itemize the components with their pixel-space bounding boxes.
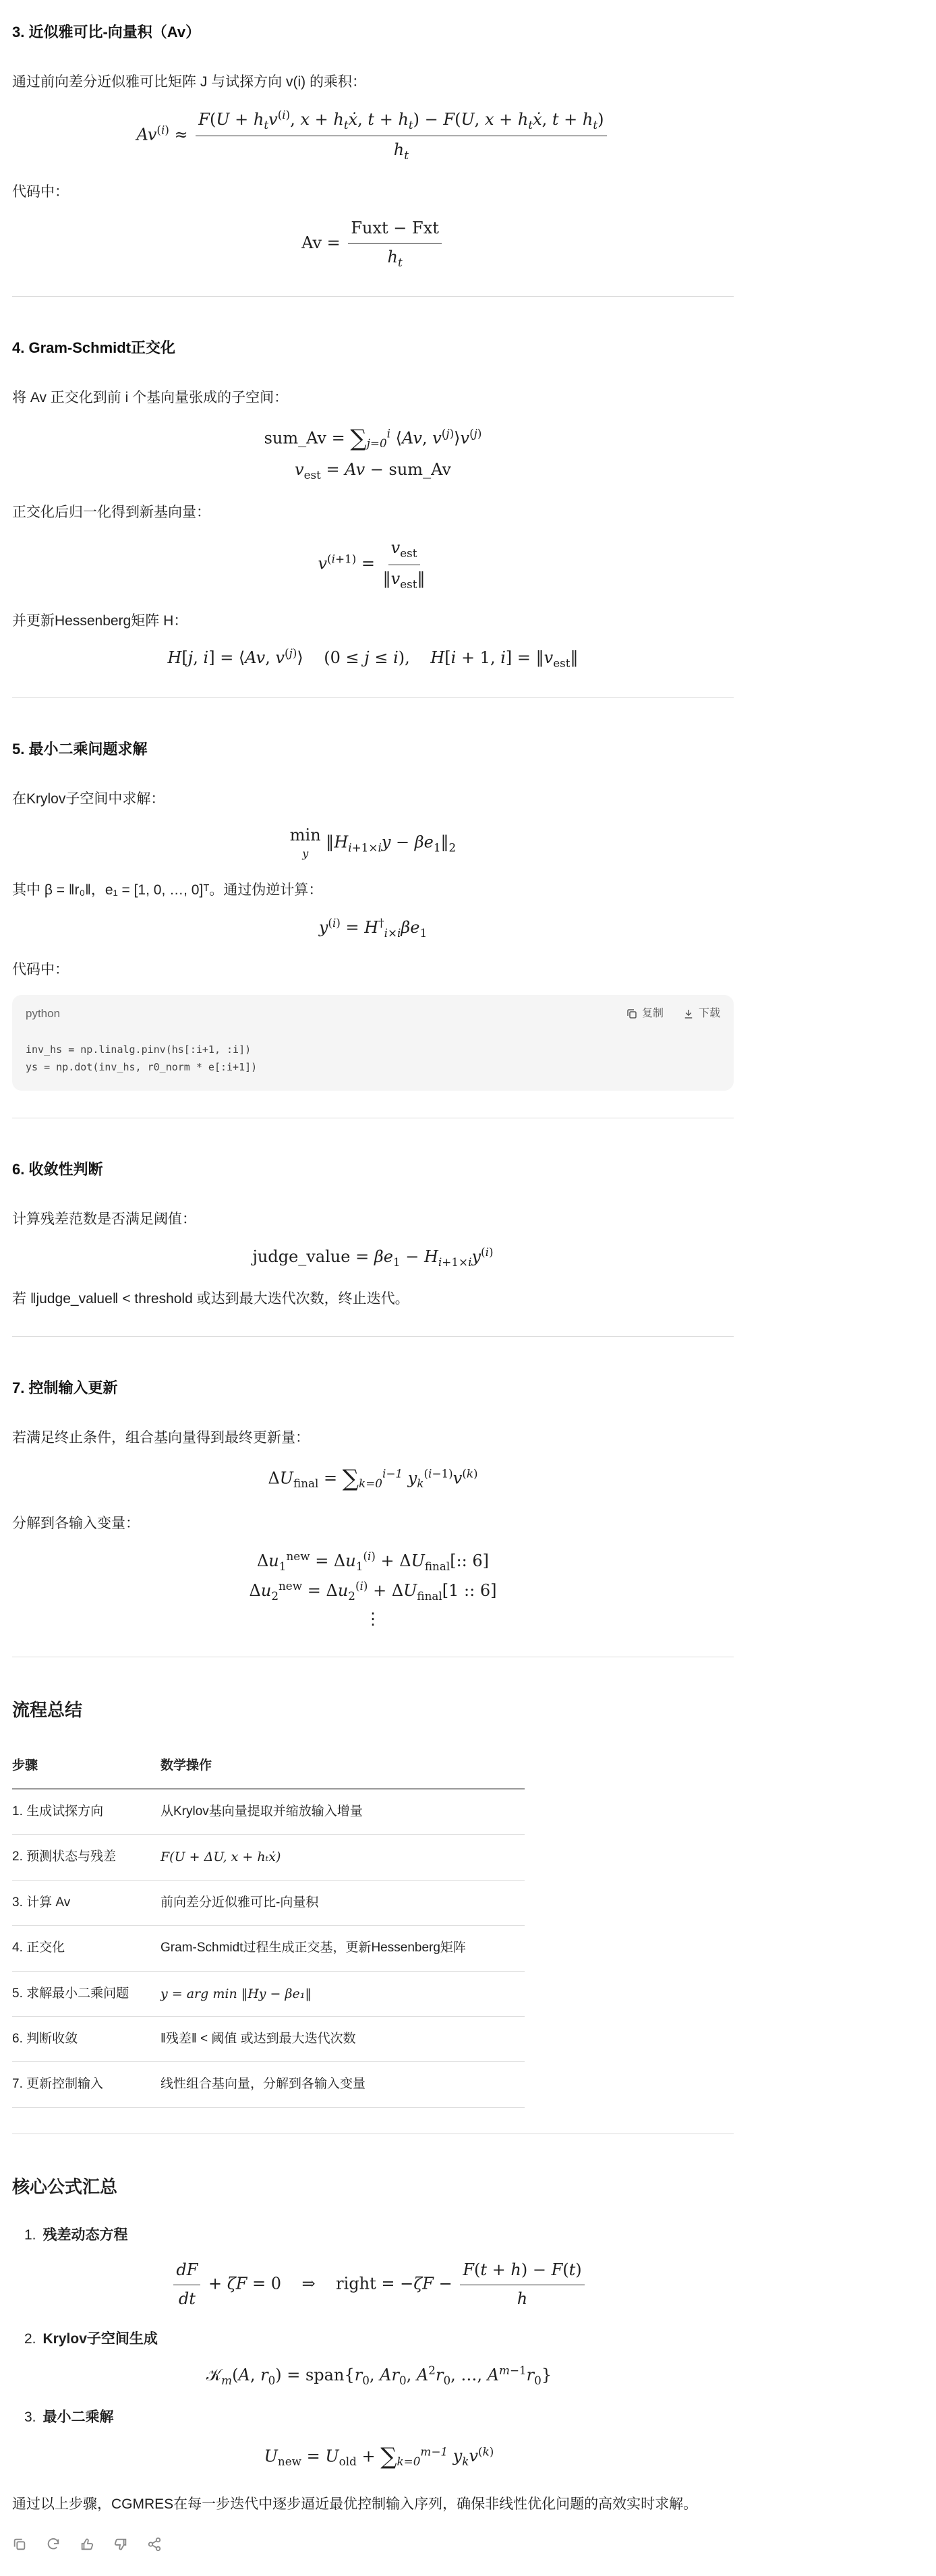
section-6-intro: 计算残差范数是否满足阈值：	[12, 1211, 196, 1228]
share-icon	[147, 2537, 162, 2552]
table-cell: 5. 求解最小二乘问题	[12, 1971, 160, 2016]
thumbs-up-button[interactable]	[80, 2536, 94, 2559]
table-cell: 前向差分近似雅可比-向量积	[160, 1880, 525, 1925]
list-item	[24, 2224, 734, 2310]
summary-title: 流程总结	[12, 1700, 83, 1721]
input-split-formula: $\Delta u_1^{new} = \Delta u_1^{(i)} + \Delta U_{final}$[:: 6] $\Delta u_2^{new} = \Delta u_2^{(i)} + \Delta U_{final}[1$ :: 6] ⋮	[249, 1549, 497, 1629]
list-number: 3.	[24, 2409, 36, 2426]
table-row	[12, 1971, 525, 2016]
table-cell: Gram-Schmidt过程生成正交基，更新Hessenberg矩阵	[160, 1926, 525, 1971]
divider	[12, 1336, 734, 1337]
table-cell: 2. 预测状态与残差	[12, 1835, 160, 1880]
thumbs-down-icon	[113, 2537, 128, 2552]
section-4-normalize-note: 正交化后归一化得到新基向量：	[12, 504, 210, 520]
copy-icon	[12, 2537, 27, 2552]
krylov-subspace-formula: 𝒦$_m$(A, $r_0$) = $span\{r_0$, $Ar_0$, $A^2r_0$, …, $A^{m-1}r_0$}	[206, 2363, 552, 2387]
table-cell: 6. 判断收敛	[12, 2016, 160, 2061]
download-code-button[interactable]	[682, 1005, 720, 1023]
table-cell: ‖残差‖ < 阈值 或达到最大迭代次数	[160, 2016, 525, 2061]
residual-dynamics-formula: $\frac{dF}{dt}$ + ζF = 0 ⇒ right = −ζF − $\frac{F(t + h) - F(t)}{h}$	[24, 2259, 734, 2310]
regenerate-button[interactable]	[46, 2536, 61, 2559]
section-6-stop: 若 ‖judge_value‖ < threshold 或达到最大迭代次数，终止迭代。	[12, 1291, 409, 1307]
list-label: 残差动态方程	[42, 2227, 128, 2243]
list-item	[24, 2406, 734, 2473]
list-item	[24, 2328, 734, 2388]
section-3-title: 3. 近似雅可比-向量积（Av）	[12, 24, 201, 40]
copy-message-button[interactable]	[12, 2536, 27, 2559]
share-button[interactable]	[147, 2536, 162, 2559]
hessenberg-formula: H[j, i] = ⟨Av, $v^{(j)}⟩$ (0 ≤ j ≤ i), H[i + 1, $i] = ‖v_{est}‖$	[167, 646, 579, 670]
list-label: 最小二乘解	[42, 2409, 114, 2426]
code-block-header	[12, 995, 734, 1032]
av-approx-formula: $Av^{(i)}$ ≈ $\frac{F(U + h_tv^{(i)}, x + h_tẋ, t + h_t) - F(U, x + h_tẋ, t + h_t)}{h_t}$	[12, 107, 734, 164]
section-4-hessenberg-note: 并更新Hessenberg矩阵 H：	[12, 612, 188, 629]
pseudo-inverse-formula: $y^{(i)} = H^\dagger_{i\times i}\beta e_1$	[318, 916, 428, 940]
normalize-formula: $v^{(i+1)}$ = $\frac{v_{est}}{‖v_{est}‖}$	[318, 538, 426, 591]
table-row	[12, 1926, 525, 1971]
code-text[interactable]: inv_hs = np.linalg.pinv(hs[:i+1, :i]) ys = np.dot(inv_hs, r0_norm * e[:i+1])	[26, 1043, 258, 1073]
table-cell: 1. 生成试探方向	[12, 1789, 160, 1835]
thumbs-up-icon	[80, 2537, 94, 2552]
section-7-title: 7. 控制输入更新	[12, 1379, 118, 1396]
least-squares-solution-formula: $U_{new} = U_{old} + \sum_{k=0}^{m-1}$ $y_kv^{(k)}$	[264, 2442, 494, 2470]
copy-label: 复制	[641, 1007, 664, 1019]
divider	[12, 296, 734, 297]
core-formulas-title: 核心公式汇总	[12, 2176, 118, 2197]
section-3-intro: 通过前向差分近似雅可比矩阵 J 与试探方向 v(i) 的乘积：	[12, 74, 366, 90]
core-formulas-list	[24, 2224, 734, 2473]
message-actions	[12, 2536, 734, 2576]
delta-u-final-formula: $\Delta U_{final} = \sum_{k=0}^{i-1}$ $y_k^{(i-1)}v^{(k)}$	[268, 1464, 478, 1492]
download-icon	[682, 1008, 695, 1020]
copy-code-button[interactable]	[626, 1005, 664, 1023]
table-row	[12, 1880, 525, 1925]
table-cell: 从Krylov基向量提取并缩放输入增量	[160, 1789, 525, 1835]
table-header: 数学操作	[160, 1748, 525, 1789]
section-6-title: 6. 收敛性判断	[12, 1161, 103, 1178]
divider	[12, 697, 734, 698]
code-block	[12, 995, 734, 1091]
copy-icon	[626, 1008, 638, 1020]
table-header: 步骤	[12, 1748, 160, 1789]
section-5-intro: 在Krylov子空间中求解：	[12, 791, 165, 807]
section-5-where: 其中 β = ‖r₀‖，e₁ = [1, 0, …, 0]ᵀ。通过伪逆计算：	[12, 882, 323, 898]
table-row	[12, 2062, 525, 2107]
table-cell: F(U + ΔU, x + hₜẋ)	[160, 1835, 525, 1880]
list-label: Krylov子空间生成	[42, 2331, 158, 2347]
table-row	[12, 1789, 525, 1835]
download-label: 下载	[698, 1007, 720, 1019]
table-row	[12, 2016, 525, 2061]
judge-value-formula: judge_value = $\beta e_1 - H_{i+1\times i}y^{(i)}$	[252, 1244, 494, 1269]
process-summary-table	[12, 1748, 525, 2108]
section-5-code-note: 代码中：	[12, 962, 69, 978]
code-language: python	[26, 1006, 61, 1020]
gram-schmidt-formula: sum_Av = $\sum_{j=0}^i$ ⟨Av, $v^{(j)}⟩v^{(j)}$ $v_{est} = Av$ − sum_Av	[264, 424, 482, 482]
section-3-code-note: 代码中：	[12, 184, 69, 200]
table-header-row	[12, 1748, 525, 1789]
table-cell: 7. 更新控制输入	[12, 2062, 160, 2107]
table-cell: 线性组合基向量，分解到各输入变量	[160, 2062, 525, 2107]
table-cell: 3. 计算 Av	[12, 1880, 160, 1925]
list-number: 1.	[24, 2227, 36, 2243]
thumbs-down-button[interactable]	[113, 2536, 128, 2559]
section-7-split: 分解到各输入变量：	[12, 1516, 140, 1532]
section-7-intro: 若满足终止条件，组合基向量得到最终更新量：	[12, 1430, 310, 1446]
section-5-title: 5. 最小二乘问题求解	[12, 740, 148, 757]
least-squares-formula: min y $‖H_{i+1\times i}y$ − $\beta e_1‖_2$	[289, 825, 457, 861]
section-4-title: 4. Gram-Schmidt正交化	[12, 339, 176, 356]
list-number: 2.	[24, 2331, 36, 2347]
table-cell: y = arg min ‖Hy − βe₁‖	[160, 1971, 525, 2016]
section-4-intro: 将 Av 正交化到前 i 个基向量张成的子空间：	[12, 390, 289, 406]
closing-paragraph: 通过以上步骤，CGMRES在每一步迭代中逐步逼近最优控制输入序列，确保非线性优化问题的高效实时求解。	[12, 2496, 698, 2513]
regenerate-icon	[46, 2537, 61, 2552]
table-row	[12, 1835, 525, 1880]
table-cell: 4. 正交化	[12, 1926, 160, 1971]
message-content	[12, 20, 734, 2576]
av-code-formula: Av = $\frac{\text{Fuxt − Fxt}}{h_t}$	[12, 217, 734, 270]
